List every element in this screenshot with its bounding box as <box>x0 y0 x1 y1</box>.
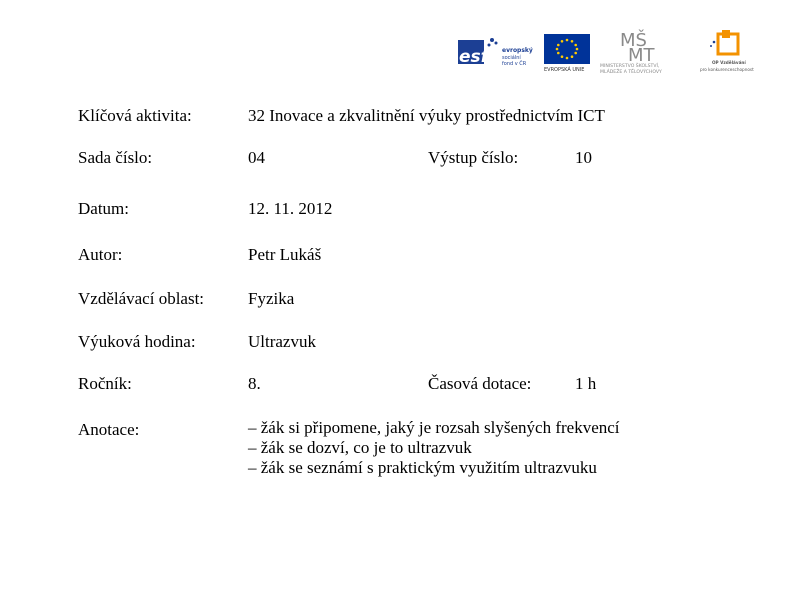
esf-line1: evropský <box>502 47 533 54</box>
opvk-line1: OP Vzdělávání <box>712 60 746 65</box>
opvk-logo <box>700 28 756 74</box>
msmt-line2: MLÁDEŽE A TĚLOVÝCHOVY <box>600 70 662 74</box>
time-allocation-label: Časová dotace: <box>428 374 532 393</box>
annotation-list <box>248 418 620 478</box>
annotation-label: Anotace: <box>78 420 140 439</box>
lesson-label: Výuková hodina: <box>78 332 196 351</box>
set-number-value: 04 <box>248 148 265 167</box>
eu-flag-logo <box>542 32 592 72</box>
date-value: 12. 11. 2012 <box>248 199 333 218</box>
set-number-label: Sada číslo: <box>78 148 153 167</box>
annotation-line: – žák se dozví, co je to ultrazvuk <box>248 438 472 457</box>
msmt-line1: MINISTERSTVO ŠKOLSTVÍ, <box>600 64 660 69</box>
author-value: Petr Lukáš <box>248 245 322 264</box>
esf-mark: esf <box>459 47 489 67</box>
grade-value: 8. <box>248 374 261 393</box>
annotation-line: – žák si připomene, jaký je rozsah slyšených frekvencí <box>248 418 620 437</box>
msmt-mark-bottom: MT <box>628 45 655 66</box>
date-label: Datum: <box>78 199 129 218</box>
esf-line2: sociální <box>502 55 521 61</box>
msmt-mark-top: MŠ <box>620 30 647 51</box>
grade-label: Ročník: <box>78 374 132 393</box>
author-label: Autor: <box>78 245 123 264</box>
key-activity-value: 32 Inovace a zkvalitnění výuky prostřednictvím ICT <box>248 106 605 125</box>
output-number-label: Výstup číslo: <box>428 148 519 167</box>
logo-strip <box>456 28 756 76</box>
annotation-line: – žák se seznámí s praktickým využitím ultrazvuku <box>248 458 597 477</box>
opvk-line2: pro konkurenceschopnost <box>700 67 754 72</box>
msmt-logo <box>598 28 690 74</box>
subject-area-label: Vzdělávací oblast: <box>78 289 205 308</box>
esf-logo <box>458 34 540 70</box>
lesson-value: Ultrazvuk <box>248 332 316 351</box>
key-activity-label: Klíčová aktivita: <box>78 106 192 125</box>
time-allocation-value: 1 h <box>575 374 597 393</box>
subject-area-value: Fyzika <box>248 289 295 308</box>
esf-line3: fond v ČR <box>502 61 527 67</box>
output-number-value: 10 <box>575 148 592 167</box>
eu-caption: EVROPSKÁ UNIE <box>544 67 585 72</box>
